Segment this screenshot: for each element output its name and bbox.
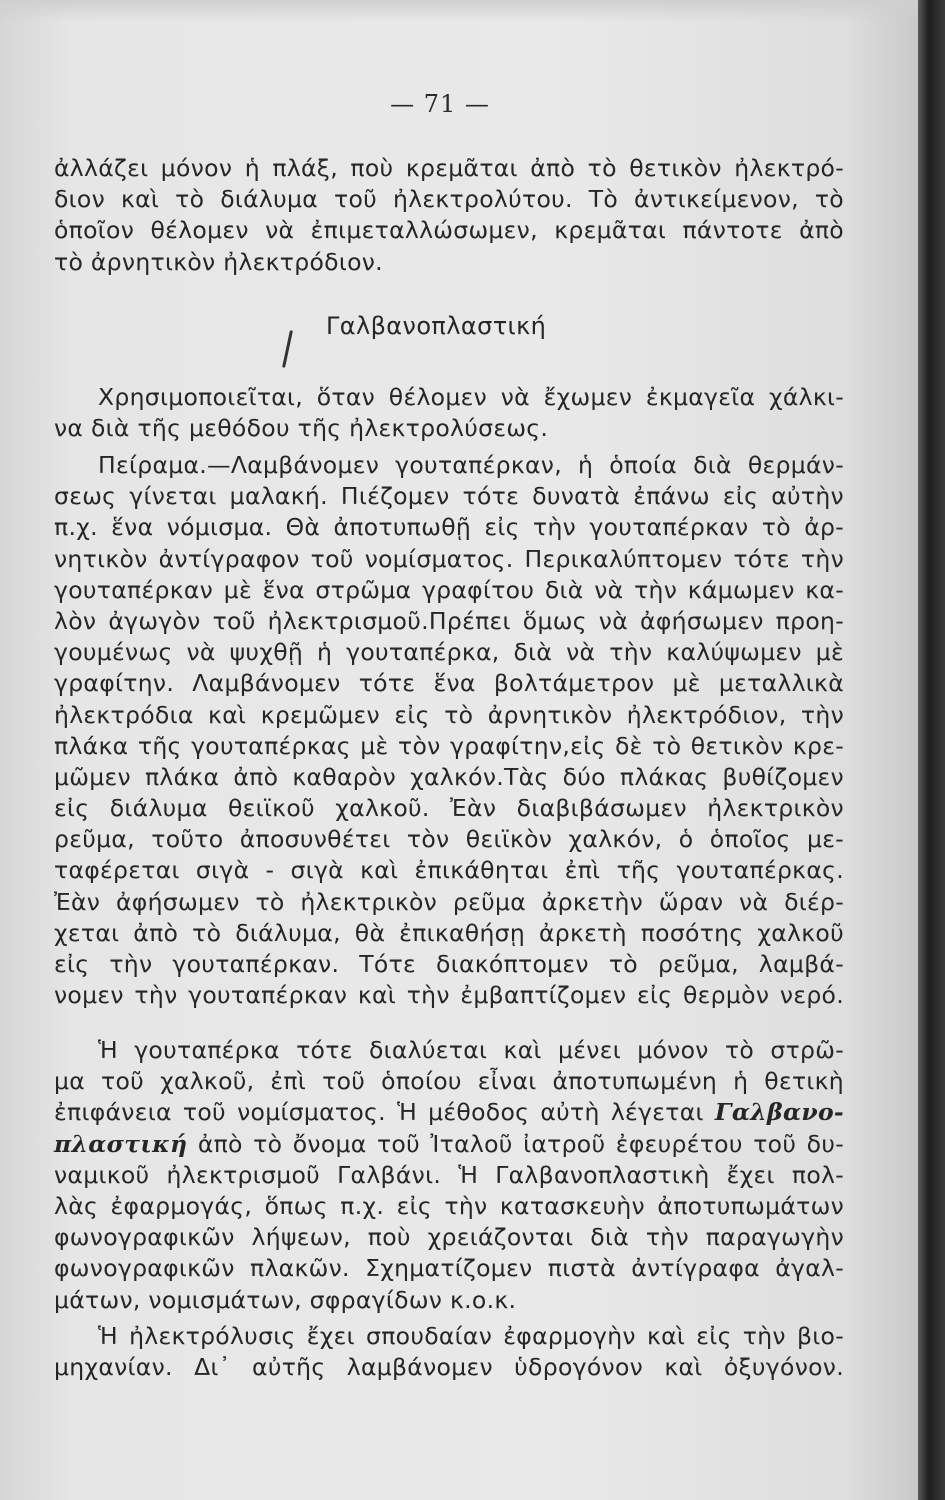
text-line: ναμικοῦ ἠλεκτρισμοῦ Γαλβάνι. Ἡ Γαλβανοπλαστικὴ ἔχει πολ-	[54, 1160, 844, 1189]
text-line: π.χ. ἕνα νόμισμα. Θὰ ἀποτυπωθῇ εἰς τὴν γουταπέρκαν τὸ ἀρ-	[54, 513, 844, 542]
text-line: λὰς ἐφαρμογάς, ὅπως π.χ. εἰς τὴν κατασκευὴν ἀποτυπωμάτων	[54, 1191, 844, 1220]
text-line: ἠλεκτρόδια καὶ κρεμῶμεν εἰς τὸ ἀρνητικὸν ἠλεκτρόδιον, τὴν	[54, 700, 844, 729]
text-line	[54, 382, 844, 413]
text-line: νομεν τὴν γουταπέρκαν καὶ τὴν ἐμβαπτίζομεν εἰς θερμὸν νερό.	[54, 981, 844, 1010]
text-line: λὸν ἀγωγὸν τοῦ ἠλεκτρισμοῦ.Πρέπει ὅμως νὰ ἀφήσωμεν προη-	[54, 606, 844, 635]
paragraph-electrolysis	[54, 1321, 844, 1383]
emphasized-term: Γαλβανο-	[714, 1098, 844, 1127]
text-line: εἰς τὴν γουταπέρκαν. Τότε διακόπτομεν τὸ ρεῦμα, λαμβά-	[54, 950, 844, 978]
text-line: να διὰ τῆς μεθόδου τῆς ἠλεκτρολύσεως.	[54, 414, 549, 443]
text-fragment: Ἡ ἠλεκτρόλυσις ἔχει σπουδαίαν ἐφαρμογὴν καὶ εἰς τὴν βιο-	[98, 1322, 844, 1350]
text-line	[54, 1129, 844, 1160]
text-line: διον καὶ τὸ διάλυμα τοῦ ἠλεκτρολύτου. Τὸ ἀντικείμενον, τὸ	[54, 185, 844, 214]
paragraph-experiment	[54, 450, 844, 1011]
text-line: πλάκα τῆς γουταπέρκας μὲ τὸν γραφίτην,εἰς δὲ τὸ θετικὸν κρε-	[54, 731, 844, 760]
text-line: μάτων, νομισμάτων, σφραγίδων κ.ο.κ.	[54, 1285, 517, 1314]
text-fragment: Χρησιμοποιεῖται, ὅταν θέλομεν νὰ ἔχωμεν ἐκμαγεῖα χάλκι-	[98, 383, 844, 411]
text-line: φωνογραφικῶν πλακῶν. Σχηματίζομεν πιστὰ ἀντίγραφα ἀγαλ-	[54, 1254, 844, 1283]
text-line: γραφίτην. Λαμβάνομεν τότε ἕνα βολτάμετρον μὲ μεταλλικὰ	[54, 669, 844, 698]
paragraph-intro	[54, 382, 844, 444]
text-line: νητικὸν ἀντίγραφον τοῦ νομίσματος. Περικαλύπτομεν τότε τὴν	[54, 544, 844, 573]
section-heading: Γαλβανοπλαστική	[326, 312, 547, 340]
text-line: ρεῦμα, τοῦτο ἀποσυνθέτει τὸν θειϊκὸν χαλκόν, ὁ ὁποῖος με-	[54, 825, 844, 854]
text-line: γουμένως νὰ ψυχθῇ ἡ γουταπέρκα, διὰ νὰ τὴν καλύψωμεν μὲ	[54, 638, 844, 667]
text-line: χεται ἀπὸ τὸ διάλυμα, θὰ ἐπικαθήσῃ ἀρκετὴ ποσότης χαλκοῦ	[54, 918, 844, 947]
text-line: τὸ ἀρνητικὸν ἠλεκτρόδιον.	[54, 247, 383, 276]
page-number: — 71 —	[390, 90, 490, 118]
text-line: μα τοῦ χαλκοῦ, ἐπὶ τοῦ ὁποίου εἶναι ἀποτυπωμένη ἡ θετικὴ	[54, 1067, 844, 1096]
text-fragment: Ἡ γουταπέρκα τότε διαλύεται καὶ μένει μόνον τὸ στρῶ-	[98, 1036, 844, 1064]
text-line: εἰς διάλυμα θειϊκοῦ χαλκοῦ. Ἐὰν διαβιβάσωμεν ἠλεκτρικὸν	[54, 794, 844, 823]
pencil-mark-icon	[282, 330, 293, 368]
text-fragment: ἐπιφάνεια τοῦ νομίσματος. Ἡ μέθοδος αὐτὴ λέγεται	[54, 1098, 704, 1127]
paragraph-continuation	[54, 153, 844, 278]
text-line	[54, 450, 844, 481]
book-spine	[918, 0, 945, 1500]
text-line: ὁποῖον θέλομεν νὰ ἐπιμεταλλώσωμεν, κρεμᾶται πάντοτε ἀπὸ	[54, 216, 844, 245]
emphasized-term: πλαστική	[54, 1129, 188, 1158]
text-line	[54, 1321, 844, 1352]
text-line: σεως γίνεται μαλακή. Πιέζομεν τότε δυνατὰ ἐπάνω εἰς αὐτὴν	[54, 482, 844, 511]
text-line	[54, 1097, 844, 1128]
text-line: μηχανίαν. Δι᾽ αὐτῆς λαμβάνομεν ὑδρογόνον καὶ ὀξυγόνον.	[54, 1353, 844, 1382]
text-line: ταφέρεται σιγὰ - σιγὰ καὶ ἐπικάθηται ἐπὶ τῆς γουταπέρκας.	[54, 856, 844, 885]
text-fragment: Πείραμα.—Λαμβάνομεν γουταπέρκαν, ἡ ὁποία διὰ θερμάν-	[98, 451, 844, 479]
text-line: γουταπέρκαν μὲ ἕνα στρῶμα γραφίτου διὰ νὰ τὴν κάμωμεν κα-	[54, 575, 844, 604]
text-line	[54, 1035, 844, 1066]
paragraph-method	[54, 1035, 844, 1316]
text-line: μῶμεν πλάκα ἀπὸ καθαρὸν χαλκόν.Τὰς δύο πλάκας βυθίζομεν	[54, 762, 844, 791]
text-line: Ἐὰν ἀφήσωμεν τὸ ἠλεκτρικὸν ρεῦμα ἀρκετὴν ὥραν νὰ διέρ-	[54, 887, 844, 916]
text-line: φωνογραφικῶν λήψεων, ποὺ χρειάζονται διὰ τὴν παραγωγὴν	[54, 1223, 844, 1252]
text-fragment: ἀπὸ τὸ ὄνομα τοῦ Ἰταλοῦ ἰατροῦ ἐφευρέτου τοῦ δυ-	[197, 1129, 844, 1158]
text-line: ἀλλάζει μόνον ἡ πλάξ, ποὺ κρεμᾶται ἀπὸ τὸ θετικὸν ἠλεκτρό-	[54, 154, 844, 182]
